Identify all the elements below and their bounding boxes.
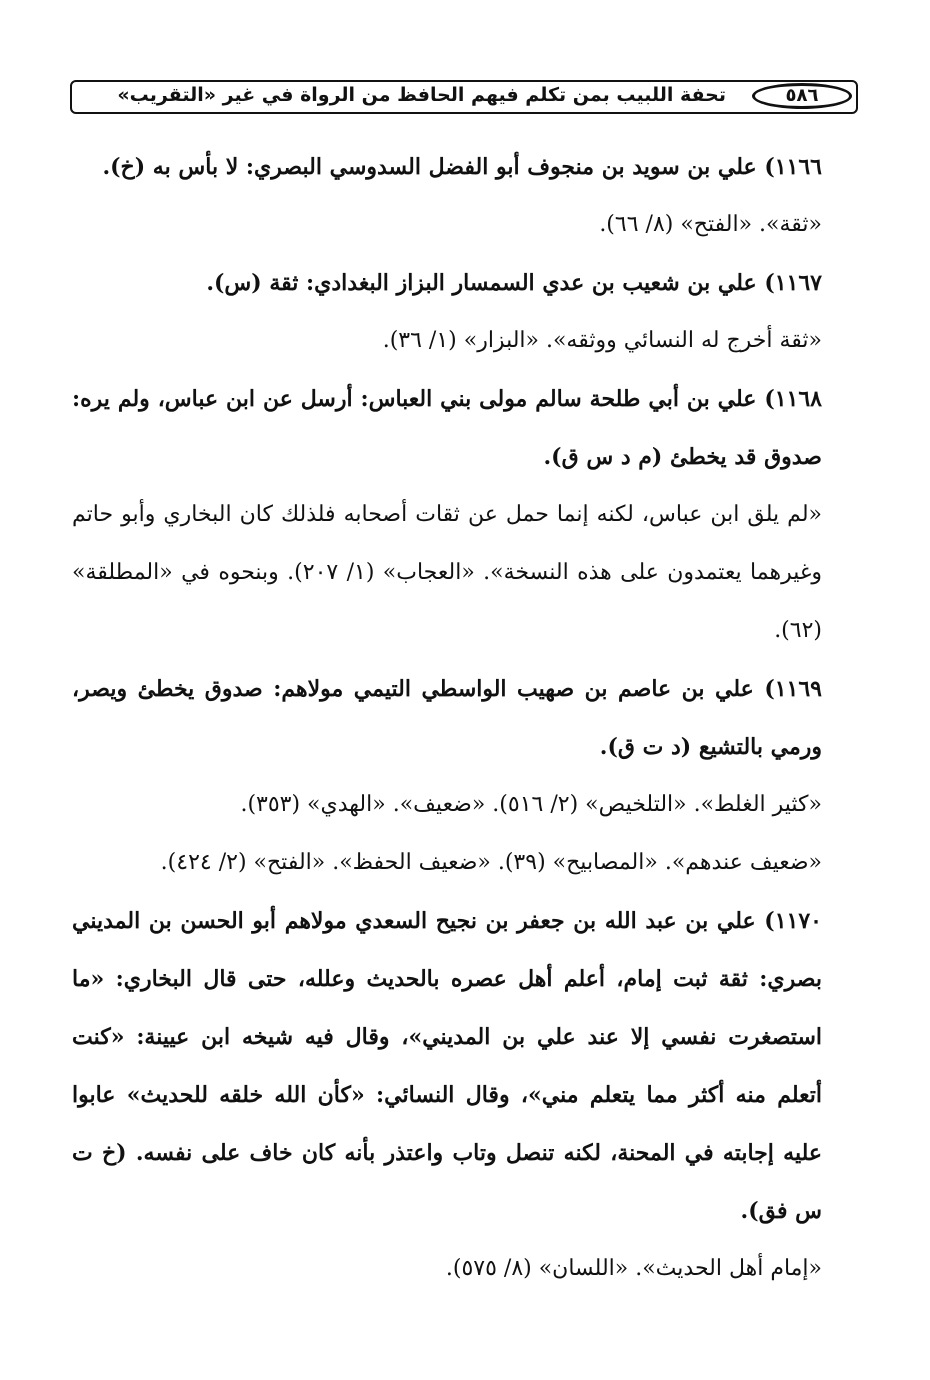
entry-number: ١١٦٩)	[764, 676, 822, 702]
entry-text: علي بن أبي طلحة سالم مولى بني العباس: أرسل عن ابن عباس، ولم يره: صدوق قد يخطئ (م د س ق).	[72, 386, 822, 470]
entry-1168	[72, 370, 858, 486]
entry-1167	[72, 254, 858, 312]
note-1169-b: «ضعيف عندهم». «المصابيح» (٣٩). «ضعيف الحفظ». «الفتح» (٢/ ٤٢٤).	[160, 850, 822, 875]
entry-1166	[72, 138, 858, 196]
entry-text: علي بن عبد الله بن جعفر بن نجيح السعدي مولاهم أبو الحسن بن المديني بصري: ثقة ثبت إمام، أعلم أهل عصره بالحديث وعلله، حتى قال البخاري: «ما استصغرت نفسي إلا عند علي بن المديني»، وقال فيه شيخه ابن عيينة: «كنت أتعلم منه أكثر مما يتعلم مني»، وقال النسائي: «كأن الله خلقه للحديث» عابوا عليه إجابته في المحنة، لكنه تنصل وتاب واعتذر بأنه كان خاف على نفسه. (خ ت س فق).	[72, 908, 822, 1224]
running-title: تحفة اللبيب بمن تكلم فيهم الحافظ من الرواة في غير «التقريب»	[117, 84, 726, 106]
entry-text: علي بن عاصم بن صهيب الواسطي التيمي مولاهم: صدوق يخطئ ويصر، ورمي بالتشيع (د ت ق).	[72, 676, 822, 760]
page-number: ٥٨٦	[752, 83, 852, 109]
page-body	[72, 138, 858, 1298]
entry-number: ١١٧٠)	[764, 908, 822, 934]
entry-number: ١١٦٨)	[764, 386, 822, 412]
note-1167: «ثقة أخرج له النسائي ووثقه». «البزار» (١/ ٣٦).	[382, 328, 822, 353]
entry-1169	[72, 660, 858, 776]
entry-text: علي بن شعيب بن عدي السمسار البزاز البغدادي: ثقة (س).	[206, 270, 757, 296]
entry-number: ١١٦٧)	[764, 270, 822, 296]
note-1166: «ثقة». «الفتح» (٨/ ٦٦).	[599, 212, 822, 237]
entry-number: ١١٦٦)	[764, 154, 822, 180]
note-1168: «لم يلق ابن عباس، لكنه إنما حمل عن ثقات أصحابه فلذلك كان البخاري وأبو حاتم وغيرهما يعتمدون على هذه النسخة». «العجاب» (١/ ٢٠٧). وبنحوه في «المطلقة» (٦٢).	[72, 502, 822, 643]
note-1170: «إمام أهل الحديث». «اللسان» (٨/ ٥٧٥).	[445, 1256, 822, 1281]
entry-1170	[72, 892, 858, 1240]
running-header	[70, 80, 858, 114]
entry-text: علي بن سويد بن منجوف أبو الفضل السدوسي البصري: لا بأس به (خ).	[102, 154, 757, 180]
note-1169-a: «كثير الغلط». «التلخيص» (٢/ ٥١٦). «ضعيف». «الهدي» (٣٥٣).	[240, 792, 822, 817]
